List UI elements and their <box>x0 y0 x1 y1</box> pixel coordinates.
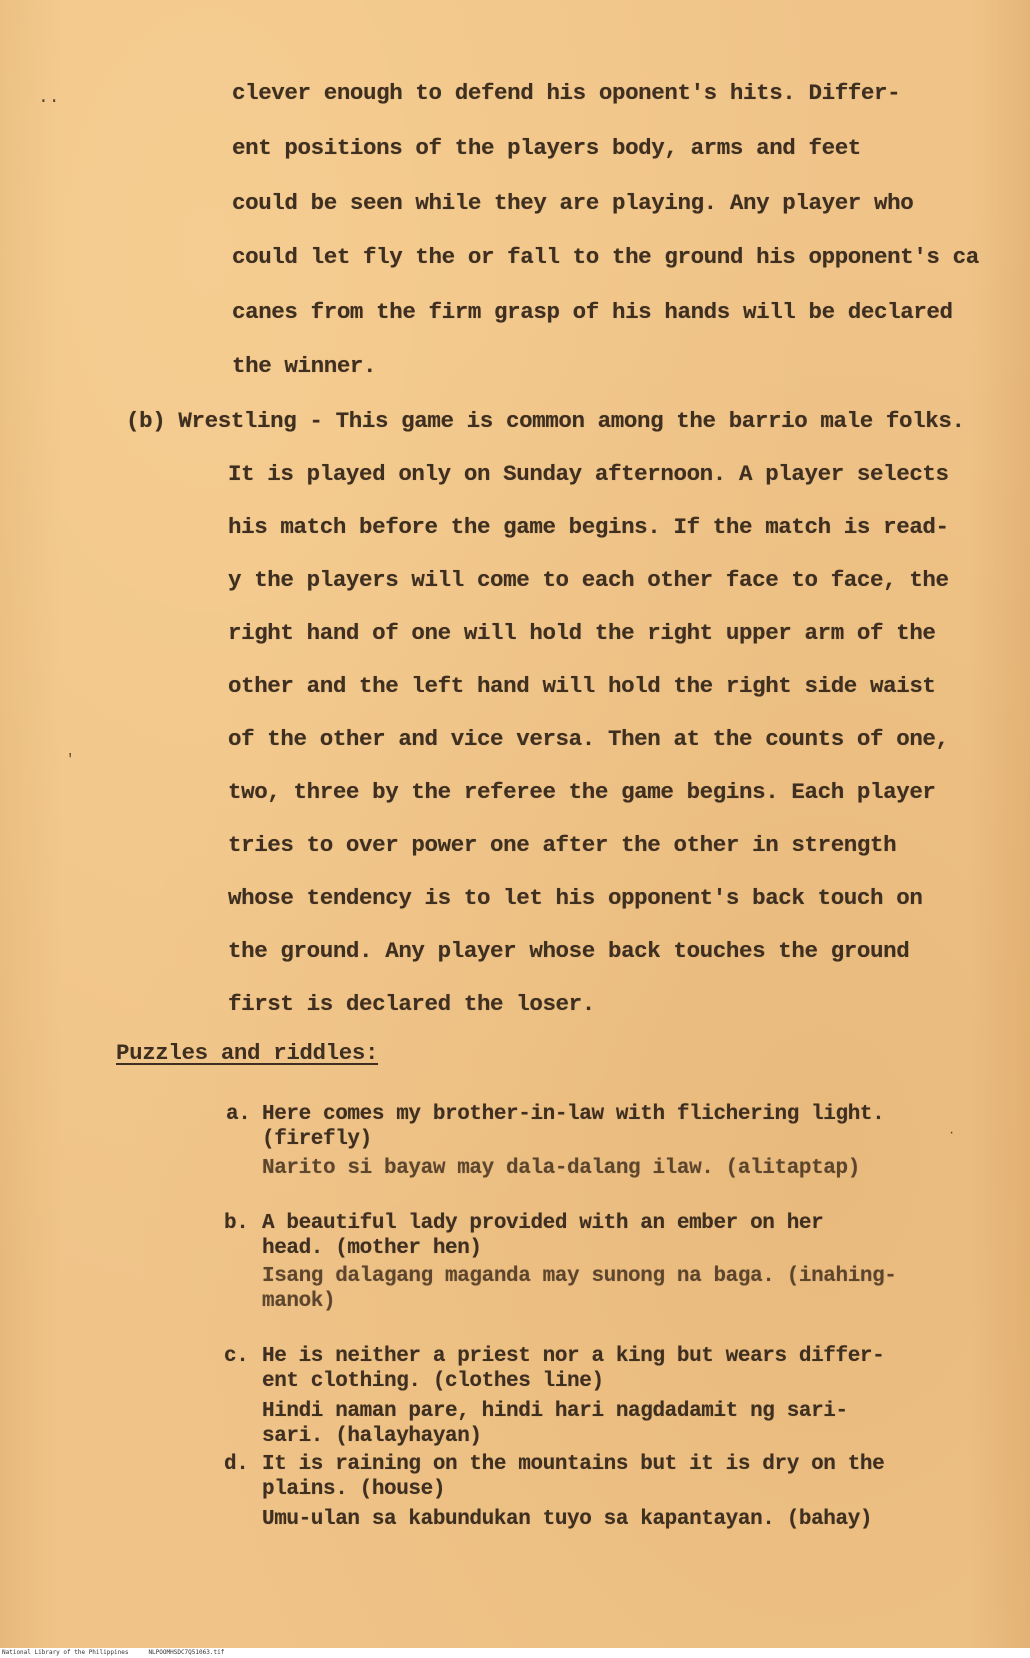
library-name: National Library of the Philippines <box>2 1649 129 1656</box>
paragraph-line: whose tendency is to let his opponent's back touch on <box>228 885 923 911</box>
archive-footer <box>0 1648 1030 1658</box>
riddle-english-line: A beautiful lady provided with an ember on her <box>262 1212 824 1235</box>
riddle-english-line: head. (mother hen) <box>262 1237 482 1260</box>
riddle-tagalog-line: Narito si bayaw may dala-dalang ilaw. (alitaptap) <box>262 1157 860 1180</box>
riddle-letter: a. <box>226 1103 251 1126</box>
stray-mark: ′ <box>66 752 75 768</box>
section-heading: Puzzles and riddles: <box>116 1040 379 1066</box>
riddle-tagalog-line: Isang dalagang maganda may sunong na baga. (inahing- <box>262 1265 897 1288</box>
paragraph-line: could be seen while they are playing. Any player who <box>232 190 914 216</box>
riddle-letter: b. <box>224 1212 249 1235</box>
paragraph-line: other and the left hand will hold the right side waist <box>228 673 936 699</box>
paragraph-line: (b) Wrestling - This game is common among the barrio male folks. <box>126 408 965 434</box>
paragraph-line: ent positions of the players body, arms and feet <box>232 135 861 161</box>
paragraph-line: tries to over power one after the other in strength <box>228 832 897 858</box>
paragraph-line: y the players will come to each other face to face, the <box>228 567 949 593</box>
paragraph-line: first is declared the loser. <box>228 991 595 1017</box>
riddle-letter: c. <box>224 1345 249 1368</box>
paragraph-line: It is played only on Sunday afternoon. A player selects <box>228 461 949 487</box>
paragraph-line: of the other and vice versa. Then at the counts of one, <box>228 726 949 752</box>
stray-mark: ·· <box>38 92 60 112</box>
paragraph-line: the winner. <box>232 353 377 379</box>
riddle-english-line: It is raining on the mountains but it is dry on the <box>262 1453 885 1476</box>
riddle-english-line: (firefly) <box>262 1128 372 1151</box>
riddle-english-line: Here comes my brother-in-law with flichering light. <box>262 1103 885 1126</box>
stray-mark: · <box>948 1126 956 1140</box>
riddle-letter: d. <box>224 1453 249 1476</box>
riddle-tagalog-line: Umu-ulan sa kabundukan tuyo sa kapantayan. (bahay) <box>262 1508 873 1531</box>
paragraph-line: could let fly the or fall to the ground his opponent's ca <box>232 244 979 270</box>
riddle-english-line: plains. (house) <box>262 1478 446 1501</box>
paragraph-line: clever enough to defend his oponent's hits. Differ- <box>232 80 901 106</box>
paragraph-line: his match before the game begins. If the match is read- <box>228 514 949 540</box>
riddle-tagalog-line: Hindi naman pare, hindi hari nagdadamit ng sari- <box>262 1400 848 1423</box>
paragraph-line: the ground. Any player whose back touches the ground <box>228 938 910 964</box>
paragraph-line: two, three by the referee the game begins. Each player <box>228 779 936 805</box>
riddle-tagalog-line: manok) <box>262 1290 336 1313</box>
file-id: NLPOOMHSDC7Q51063.tif <box>148 1649 225 1656</box>
paragraph-line: right hand of one will hold the right upper arm of the <box>228 620 936 646</box>
riddle-english-line: ent clothing. (clothes line) <box>262 1370 604 1393</box>
riddle-english-line: He is neither a priest nor a king but wears differ- <box>262 1345 885 1368</box>
riddle-tagalog-line: sari. (halayhayan) <box>262 1425 482 1448</box>
paragraph-line: canes from the firm grasp of his hands will be declared <box>232 299 953 325</box>
